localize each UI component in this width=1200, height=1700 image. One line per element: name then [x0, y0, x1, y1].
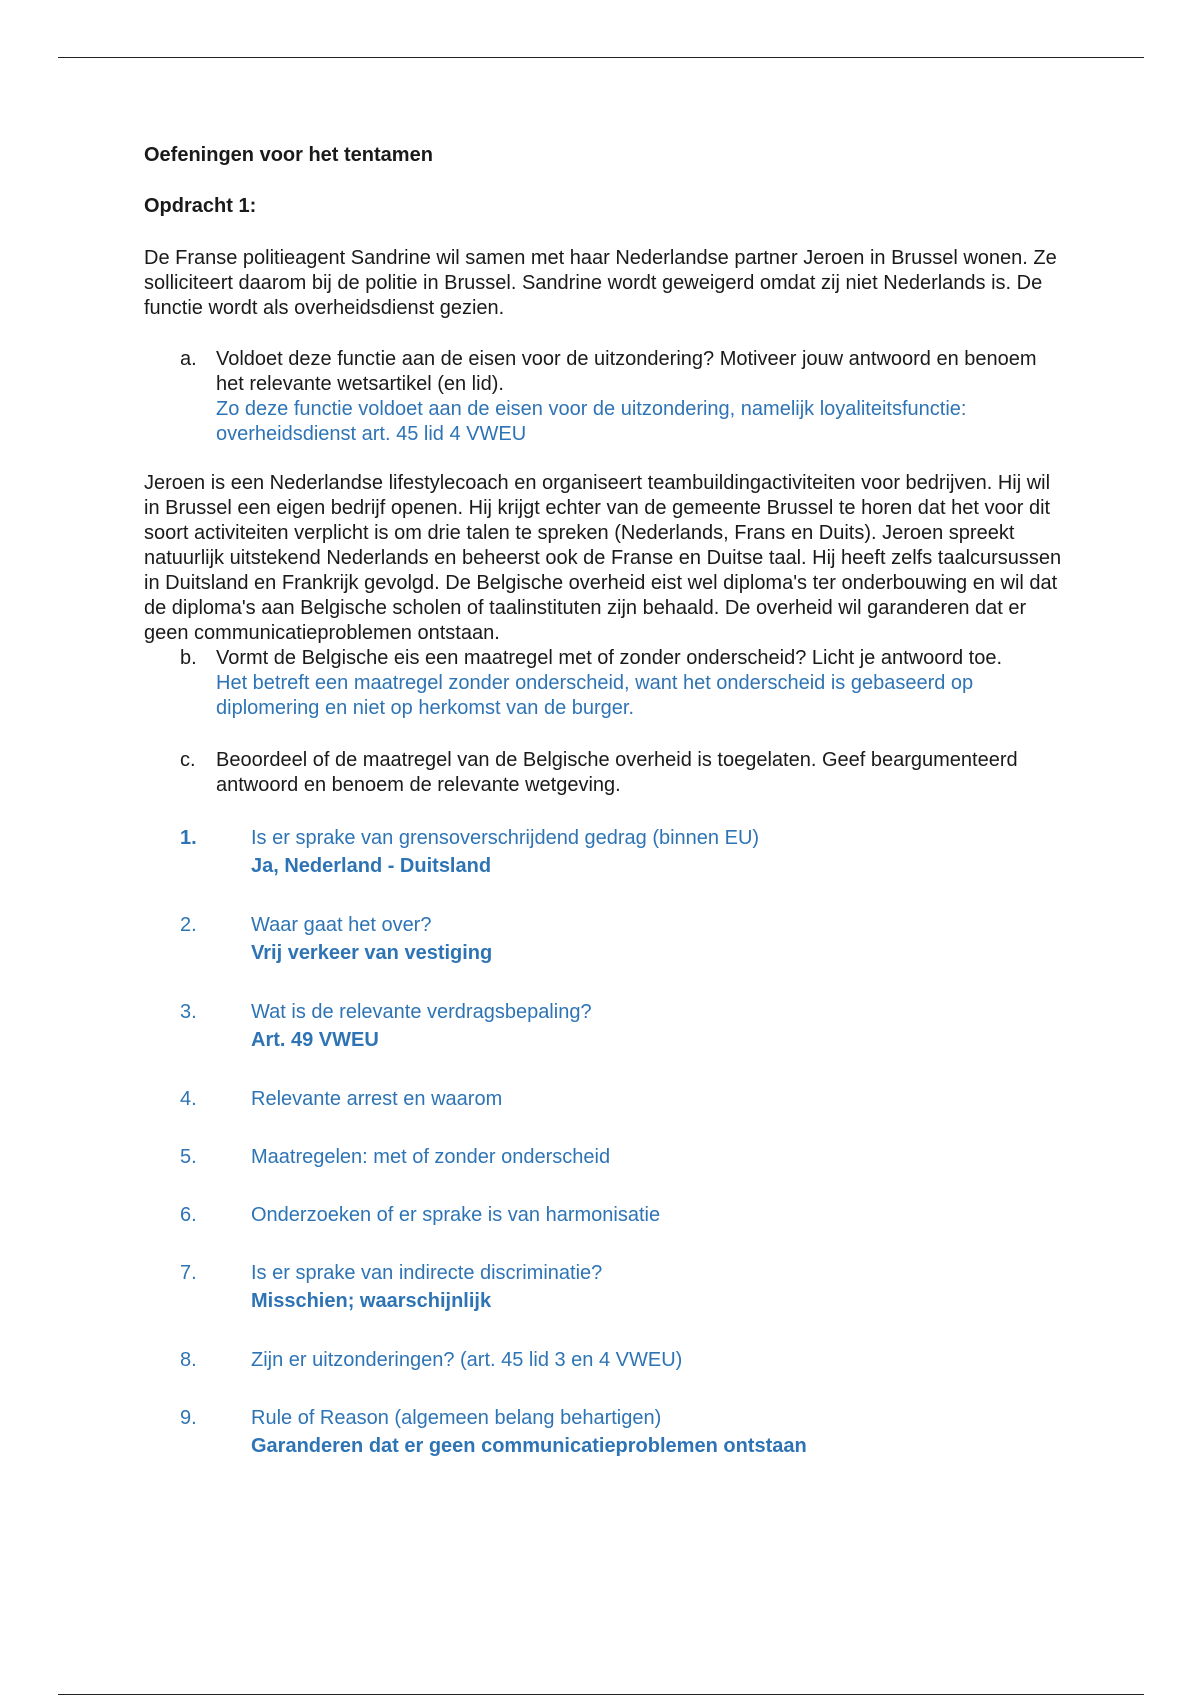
step-question: Rule of Reason (algemeen belang behartigen) [251, 1407, 662, 1429]
assignment-heading: Opdracht 1: [144, 195, 257, 217]
step-answer: Art. 49 VWEU [251, 1029, 379, 1051]
question-b-text: Vormt de Belgische eis een maatregel met of zonder onderscheid? Licht je antwoord toe. [216, 647, 1003, 669]
step-question: Maatregelen: met of zonder onderscheid [251, 1146, 611, 1168]
case-paragraph: Jeroen is een Nederlandse lifestylecoach en organiseert teambuildingactiviteiten voor bedrijven. Hij wil in Brussel een eigen bedrijf openen. Hij krijgt echter van de gemeente Brussel te horen dat het voor dit soort activiteiten verplicht is om drie talen te spreken (Nederlands, Frans en Duits). Jeroen spreekt natuurlijk uitstekend Nederlands en beheerst ook de Franse en Duitse taal. Hij heeft zelfs taalcursussen in Duitsland en Frankrijk gevolgd. De Belgische overheid eist wel diploma's ter onderbouwing en wil dat de diploma's aan Belgische scholen of taalinstituten zijn behaald. De overheid wil garanderen dat er geen communicatieproblemen ontstaan. [144, 472, 1062, 644]
step-list [144, 824, 1064, 1460]
step-question: Onderzoeken of er sprake is van harmonisatie [251, 1204, 661, 1226]
step-question: Is er sprake van grensoverschrijdend gedrag (binnen EU) [251, 827, 760, 849]
step-number: 8. [180, 1349, 197, 1371]
step-question: Wat is de relevante verdragsbepaling? [251, 1001, 592, 1023]
document-title: Oefeningen voor het tentamen [144, 144, 433, 166]
step-answer: Ja, Nederland - Duitsland [251, 855, 492, 877]
question-b-marker: b. [180, 647, 197, 669]
step-item [144, 1346, 1064, 1374]
step-item [144, 911, 1064, 967]
step-number: 9. [180, 1407, 197, 1429]
step-item [144, 1404, 1064, 1460]
step-item [144, 824, 1064, 880]
intro-paragraph: De Franse politieagent Sandrine wil samen met haar Nederlandse partner Jeroen in Brussel wonen. Ze solliciteert daarom bij de politie in Brussel. Sandrine wordt geweigerd omdat zij niet Nederlands is. De functie wordt als overheidsdienst gezien. [144, 247, 1057, 319]
step-number: 5. [180, 1146, 197, 1168]
question-c-marker: c. [180, 749, 196, 771]
step-number: 3. [180, 1001, 197, 1023]
step-question: Relevante arrest en waarom [251, 1088, 503, 1110]
question-b-answer: Het betreft een maatregel zonder onderscheid, want het onderscheid is gebaseerd op diplomering en niet op herkomst van de burger. [216, 672, 974, 719]
question-a [144, 347, 1064, 447]
question-a-text: Voldoet deze functie aan de eisen voor de uitzondering? Motiveer jouw antwoord en benoem het relevante wetsartikel (en lid). [216, 348, 1037, 395]
step-number: 6. [180, 1204, 197, 1226]
question-c [144, 748, 1064, 798]
step-item [144, 1201, 1064, 1229]
step-question: Zijn er uitzonderingen? (art. 45 lid 3 en 4 VWEU) [251, 1349, 683, 1371]
top-rule [58, 57, 1144, 58]
step-item [144, 1085, 1064, 1113]
step-answer: Misschien; waarschijnlijk [251, 1290, 492, 1312]
step-answer: Garanderen dat er geen communicatieproblemen ontstaan [251, 1435, 807, 1457]
bottom-rule [58, 1694, 1144, 1695]
step-number: 1. [180, 827, 197, 849]
step-item [144, 998, 1064, 1054]
document-body [144, 143, 1064, 1460]
question-a-marker: a. [180, 348, 197, 370]
step-number: 4. [180, 1088, 197, 1110]
step-answer: Vrij verkeer van vestiging [251, 942, 493, 964]
question-b [144, 646, 1064, 721]
step-question: Waar gaat het over? [251, 914, 432, 936]
question-a-answer: Zo deze functie voldoet aan de eisen voor de uitzondering, namelijk loyaliteitsfunctie: overheidsdienst art. 45 lid 4 VWEU [216, 398, 967, 445]
step-question: Is er sprake van indirecte discriminatie? [251, 1262, 603, 1284]
step-number: 2. [180, 914, 197, 936]
step-item [144, 1143, 1064, 1171]
question-c-text: Beoordeel of de maatregel van de Belgische overheid is toegelaten. Geef beargumenteerd antwoord en benoem de relevante wetgeving. [216, 749, 1018, 796]
step-item [144, 1259, 1064, 1315]
step-number: 7. [180, 1262, 197, 1284]
